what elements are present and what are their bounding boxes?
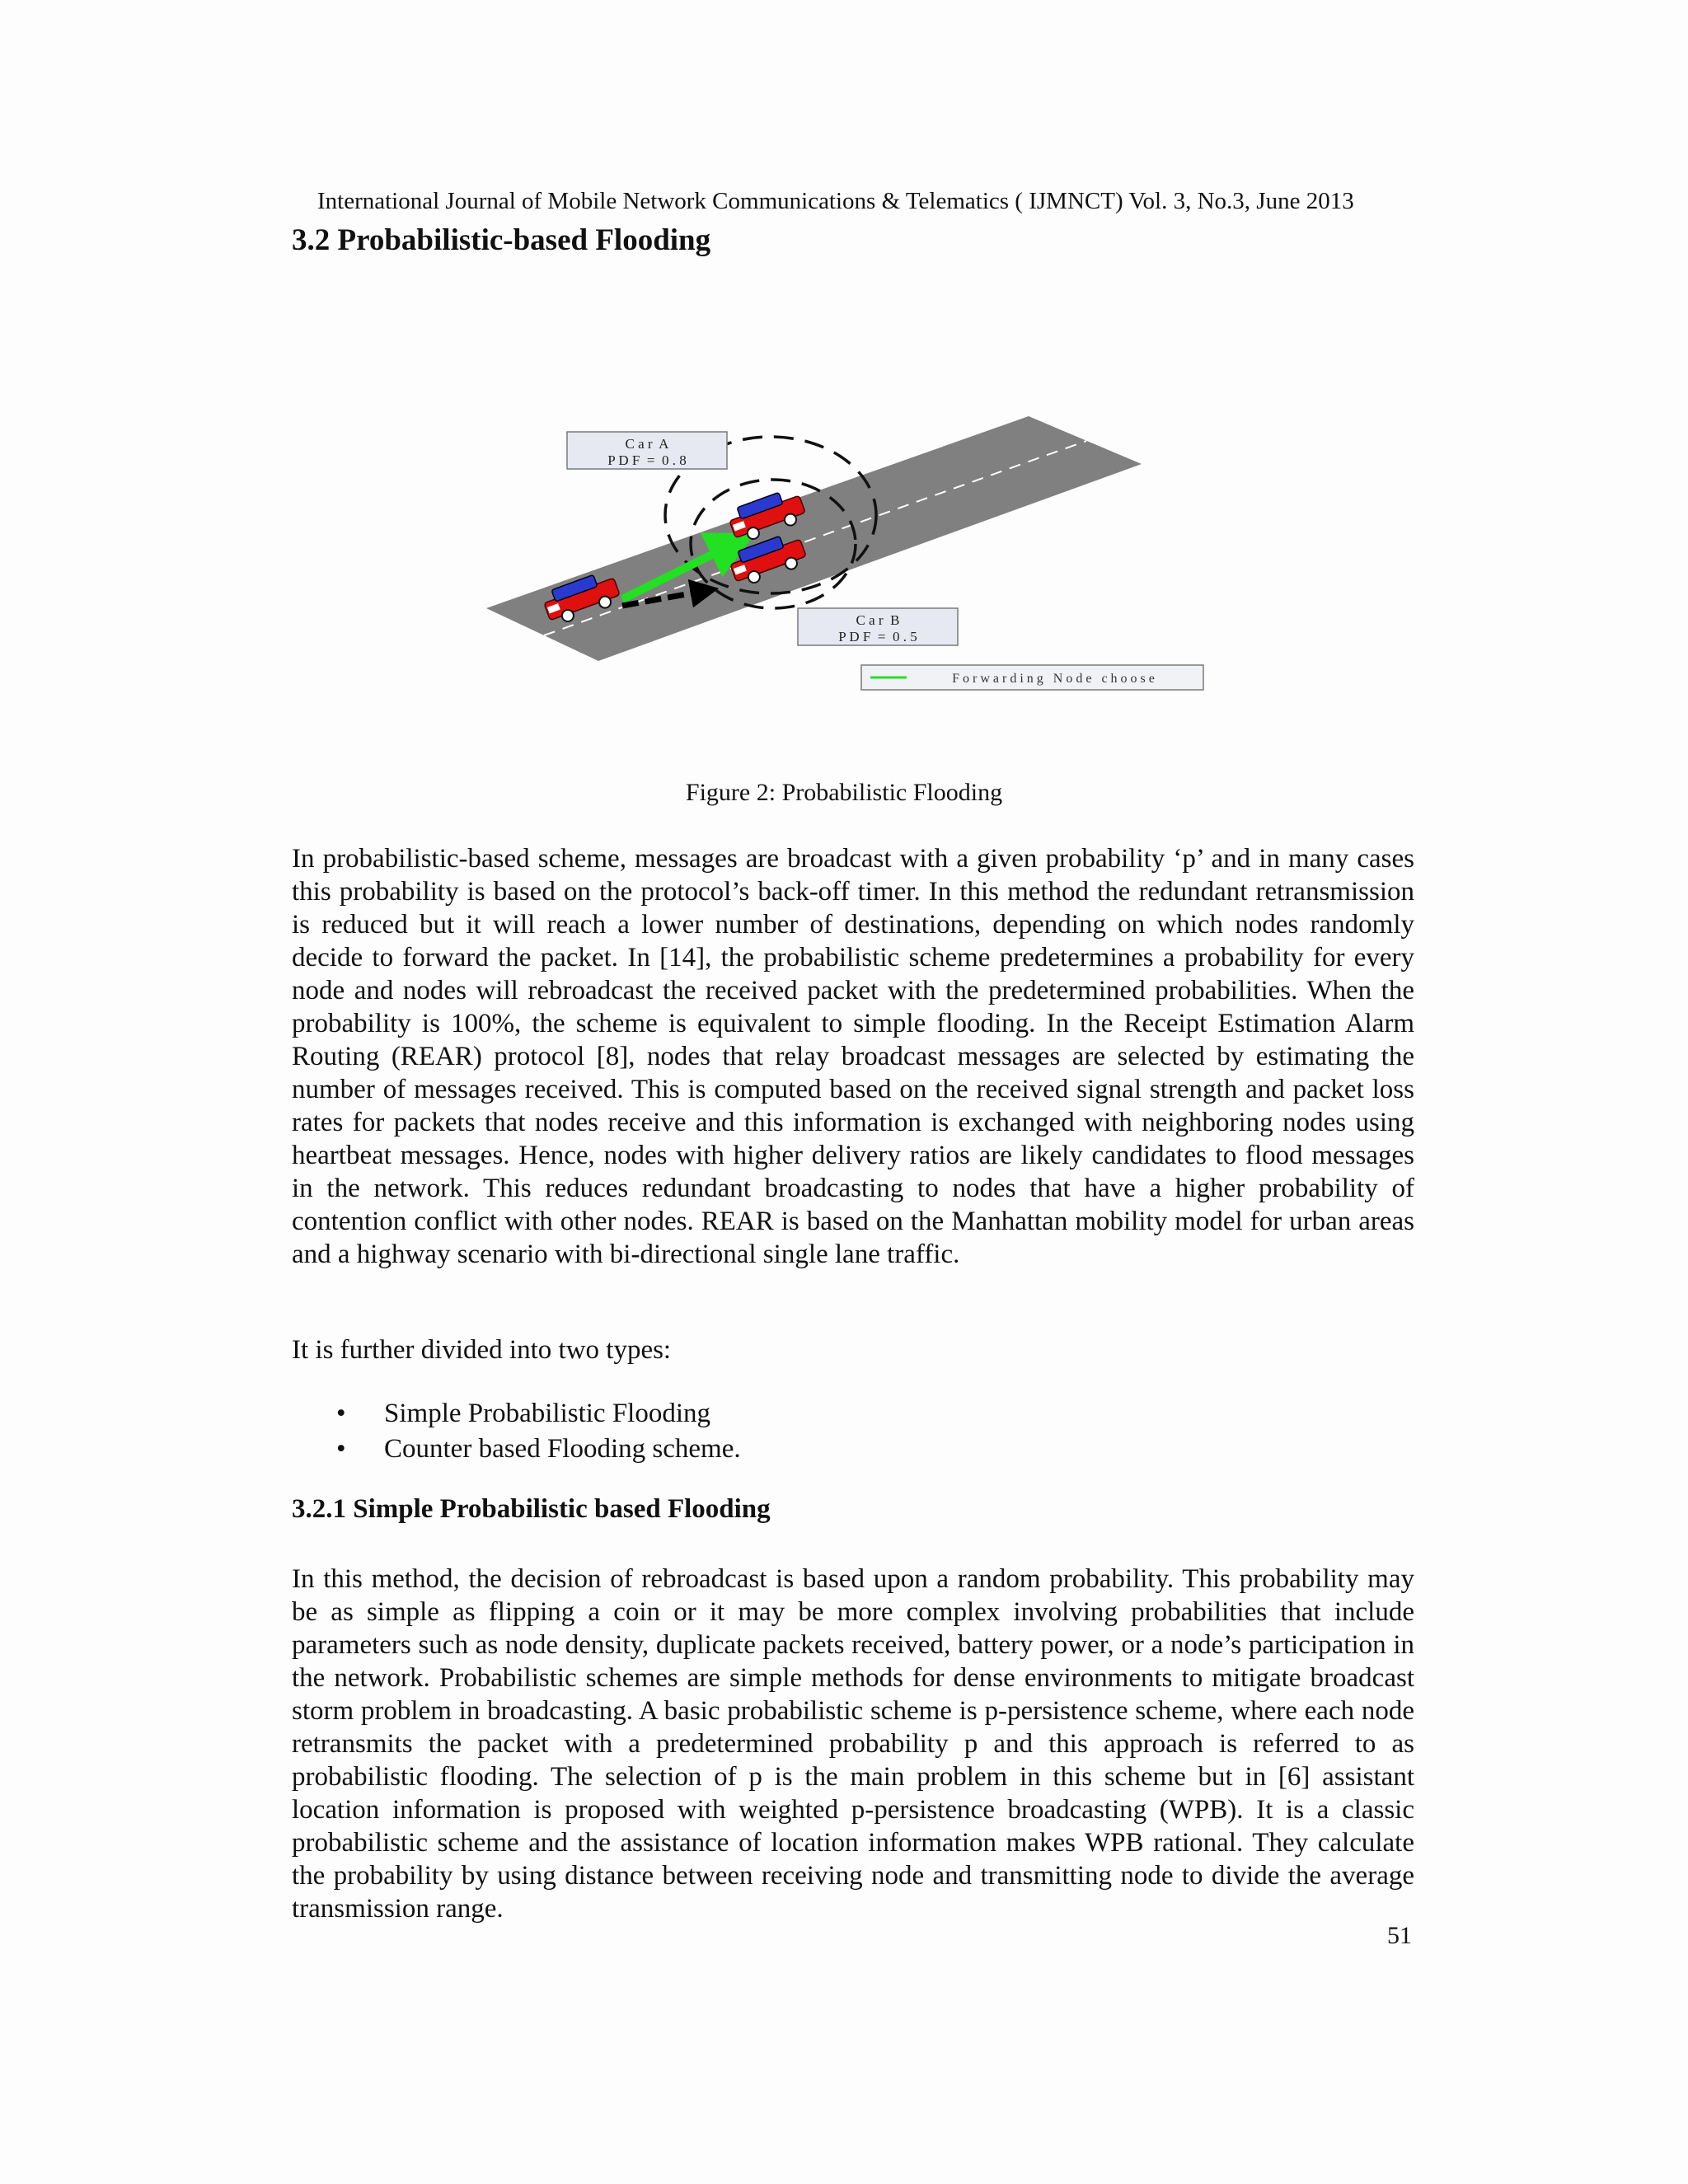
paragraph-types-intro: It is further divided into two types: (292, 1335, 672, 1365)
car-a-name: C a r A (625, 436, 669, 452)
section-title: 3.2 Probabilistic-based Flooding (292, 223, 711, 257)
list-item: • Simple Probabilistic Flooding (330, 1396, 741, 1432)
journal-header: International Journal of Mobile Network Communications & Telematics ( IJMNCT) Vol. 3, No.3, June 2013 (317, 188, 1354, 214)
subsection-title: 3.2.1 Simple Probabilistic based Flooding (292, 1494, 771, 1524)
car-b-name: C a r B (856, 612, 900, 628)
figure-caption: Figure 2: Probabilistic Flooding (685, 779, 1003, 806)
list-item: • Counter based Flooding scheme. (330, 1432, 741, 1467)
types-list (330, 1396, 741, 1467)
paragraph-probabilistic-scheme: In probabilistic-based scheme, messages are broadcast with a given probability ‘p’ and in many cases this probability is based on the protocol’s back-off timer. In this method the redundant retransmission is reduced but it will reach a lower number of destinations, depending on which nodes randomly decide to forward the packet. In [14], the probabilistic scheme predetermines a probability for every node and nodes will rebroadcast the received packet with the predetermined probabilities. When the probability is 100%, the scheme is equivalent to simple flooding. In the Receipt Estimation Alarm Routing (REAR) protocol [8], nodes that relay broadcast messages are selected by estimating the number of messages received. This is computed based on the received signal strength and packet loss rates for packets that nodes receive and this information is exchanged with neighboring nodes using heartbeat messages. Hence, nodes with higher delivery ratios are likely candidates to flood messages in the network. This reduces redundant broadcasting to nodes that have a higher probability of contention conflict with other nodes. REAR is based on the Manhattan mobility model for urban areas and a highway scenario with bi-directional single lane traffic. (292, 844, 1414, 1269)
paragraph-simple-probabilistic: In this method, the decision of rebroadcast is based upon a random probability. This probability may be as simple as flipping a coin or it may be more complex involving probabilities that include parameters such as node density, duplicate packets received, battery power, or a node’s participation in the network. Probabilistic schemes are simple methods for dense environments to mitigate broadcast storm problem in broadcasting. A basic probabilistic scheme is p-persistence scheme, where each node retransmits the packet with a predetermined probability p and this approach is referred to as probabilistic flooding. The selection of p is the main problem in this scheme but in [6] assistant location information is proposed with weighted p-persistence broadcasting (WPB). It is a classic probabilistic scheme and the assistance of location information makes WPB rational. They calculate the probability by using distance between receiving node and transmitting node to divide the average transmission range. (292, 1564, 1414, 1924)
legend-label: F o r w a r d i n g N o d e c h o o s e (952, 672, 1155, 686)
car-a-pdf: P D F = 0 . 8 (607, 452, 687, 468)
car-b-pdf: P D F = 0 . 5 (838, 629, 917, 644)
page-number: 51 (1387, 1922, 1412, 1949)
figure-probabilistic-flooding (486, 408, 1212, 696)
